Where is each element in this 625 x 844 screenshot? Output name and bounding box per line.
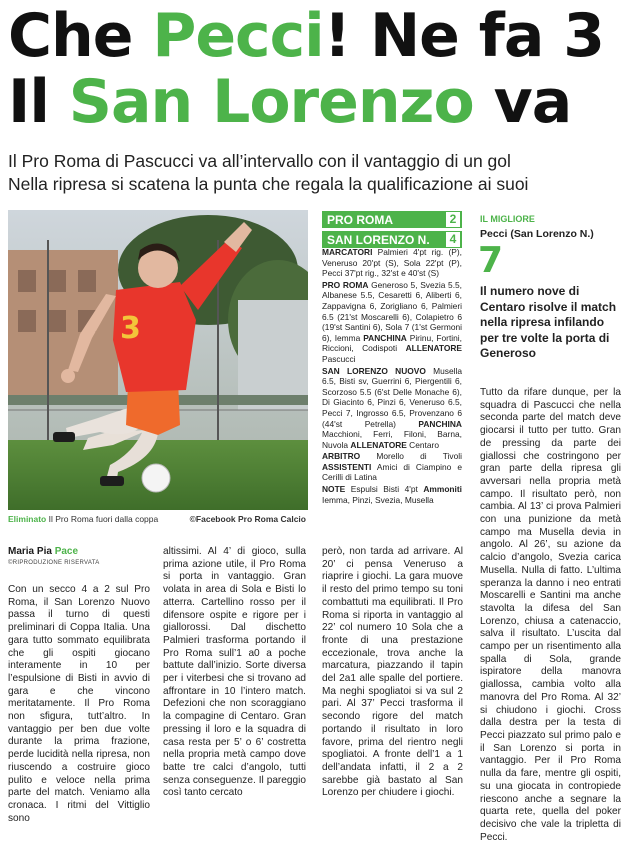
allenatore-label: ALLENATORE <box>350 439 407 450</box>
match-report <box>322 247 462 506</box>
author-last: Pace <box>54 546 79 557</box>
best-player-label: IL MIGLIORE <box>480 214 535 224</box>
home-team: PRO ROMA <box>327 213 393 227</box>
match-photo <box>8 210 308 510</box>
headline-part: Che <box>8 1 153 71</box>
allenatore-label: ALLENATORE <box>405 343 463 354</box>
pro-roma-label: PRO ROMA <box>322 279 369 290</box>
headline-highlight: Pecci <box>152 1 324 71</box>
ammoniti-text: Iemma, Pinzi, Svezia, Musella <box>322 494 434 505</box>
headline-part: Il <box>8 67 69 137</box>
best-player-name: Pecci (San Lorenzo N.) <box>480 228 594 240</box>
panchina-label: PANCHINA <box>363 332 407 343</box>
marcatori-text: Palmieri 4'pt rig. (P), Veneruso 20'pt (S), Sola 22'pt (P), Pecci 37'pt rig., 32'st e 40'st (S) <box>322 247 462 279</box>
assistenti-text: Amici di Ciampino e Cerilli di Latina <box>322 461 462 483</box>
rights-notice: ©RIPRODUZIONE RISERVATA <box>8 560 100 566</box>
caption-text: Il Pro Roma fuori dalla coppa <box>46 514 159 524</box>
home-score: 2 <box>446 212 460 227</box>
sln-label: SAN LORENZO NUOVO <box>322 365 426 376</box>
panchina-text: Macchioni, Ferri, Filoni, Barna, Nuvola <box>322 429 462 450</box>
note-label: NOTE <box>322 484 346 495</box>
arbitro-label: ARBITRO <box>322 451 361 462</box>
arbitro-text: Morello di Tivoli <box>360 451 462 462</box>
headline-line-2 <box>8 67 572 137</box>
best-player-description: Il numero nove di Centaro risolve il match nella ripresa infilando per tre volte la porta di Generoso <box>480 284 617 361</box>
article-column-4: Tutto da rifare dunque, per la squadra di Pascucci che nella seconda parte del match deve giocarsi il tutto per tutto. Gran de pressing da parte dei giallossi che costringono per gran parte della ripresa gli avversari nella propria metà campo. Il risultato però, non cambia. Al 13’ ci prova Palmieri con una punizione da metà campo ma Musella devia in angolo. Al 26’, su azione da calcio d’angolo, Svezia carica Musella. Nulla di fatto. L’ultima speranza la danno i neo entrati Moscarelli e Santini ma anche stavolta la difesa del San Lorenzo, chiusa a catenaccio, salva il risultato. L’uscita dal campo per un risentimento alla spalla di Sola, grande ispiratore della manovra giallossa, cambia volto alla manovra del Pro Roma. Al 32’ si chiudono i giochi. Cross dalla destra per la testa di Pecci piazzato sul primo palo e il San Lorenzo si porta in vantaggio. Per il Pro Roma nulla da fare, mentre gli ospiti, su una giocata in contropiede riescono anche a segnare la quarta rete, quella del poker decisivo che vale la tripletta di Pecci. <box>480 387 621 843</box>
article-column-1: Con un secco 4 a 2 sul Pro Roma, il San Lorenzo Nuovo passa il turno di questi preliminari di Coppa Italia. Una gara tutto sommato equilibrata che gli ospiti giocano interamente in 10 per l’espulsione di Bisti in avvio di gara e che vincono meritatamente. Il Pro Roma non sfigura, tutt’altro. In vantaggio per ben due volte durante la prima frazione, perde lucidità nella ripresa, non riuscendo a costruire gioco pulito e veloce nella prima parte del match. Veniamo alla cronaca. I ritmi del Vittiglio sono <box>8 584 150 824</box>
headline-highlight: San Lorenzo <box>68 67 474 137</box>
byline <box>8 546 78 557</box>
jersey-number: 3 <box>120 311 141 346</box>
away-team: SAN LORENZO N. <box>327 233 430 247</box>
score-away <box>322 231 462 248</box>
photo-caption <box>8 514 308 524</box>
pro-roma-text: Generoso 5, Svezia 5.5, Albanese 5.5, Cesaretti 6, Aliberti 6, Zappavigna 6, Zorigliano 6, Palmieri 6.5 (21'st Moscarelli 6), Colapietro 6 (19'st Santini 6), Sola 7 (1'st Germoni 6), Iemma <box>322 279 463 343</box>
note-text: Espulsi Bisti 4'pt <box>345 484 424 495</box>
panchina-text: Pirinu, Fortini, Riccioni, Codispoti <box>322 332 462 354</box>
allenatore-text: Centaro <box>406 439 439 450</box>
ammoniti-label: Ammoniti <box>423 484 462 495</box>
note <box>322 484 462 505</box>
marcatori-label: MARCATORI <box>322 247 373 257</box>
assistenti-label: ASSISTENTI <box>322 461 372 472</box>
headline-part: ! Ne fa 3 <box>323 1 604 71</box>
lineup-pro-roma <box>322 280 462 365</box>
subheadline-line-1: Il Pro Roma di Pascucci va all’intervallo con il vantaggio di un gol <box>8 151 511 171</box>
best-player-rating: 7 <box>478 240 504 281</box>
author-first: Maria Pia <box>8 546 55 557</box>
score-home <box>322 211 462 228</box>
article-column-3: però, non tarda ad arrivare. Al 20’ ci pensa Veneruso a riaprire i giochi. La gara muove il resto del primo tempo su toni combattuti ma equilibrati. Il Pro Roma si riporta in vantaggio al 22’ col numero 10 Sola che a fronte di una prestazione eccezionale, trova anche la marcatura, piazzando il tapin del 2a1 alle spalle del portiere. Ma neghi spogliatoi si va sul 2 pari. Al 37’ Pecci trasforma il secondo rigore del match portando il risultato in loro favore, prima del rientro negli spogliatoi. A fronte dell’1 a 1 dell’andata infatti, il 2 a 2 sarebbe già bastato al San Lorenzo per chiudere i giochi. <box>322 546 463 799</box>
article-column-2: altissimi. Al 4’ di gioco, sulla prima azione utile, il Pro Roma si porta in vantaggio. Gran volata in area di Sola e Bisti lo atterra. Cartellino rosso per il difensore ospite e rigore per i giallorossi. Dal dischetto Palmieri trasforma portando il Pro Roma sull’1 a0 a poche battute dall’inizio. Sorte diversa per i viterbesi che si trovano ad affrontare in 10 l’intero match. Defezioni che non scoraggiano la compagine di Centaro. Gran pressing il loro e la squadra di casa resta per 5’ o 6’ costretta nella propria metà campo dove batte tre calci d’angolo, tutti senza conseguenze. Il pareggio così tanto cercato <box>163 546 306 799</box>
caption-label: Eliminato <box>8 514 47 524</box>
photo-credit: ©Facebook Pro Roma Calcio <box>189 514 306 524</box>
panchina-label: PANCHINA <box>418 418 462 429</box>
subheadline-line-2: Nella ripresa si scatena la punta che regala la qualificazione ai suoi <box>8 174 529 194</box>
allenatore-text: Pascucci <box>322 353 356 364</box>
marcatori <box>322 247 462 279</box>
away-score: 4 <box>446 232 460 247</box>
headline-line-1 <box>8 1 604 71</box>
arbitro <box>322 451 462 483</box>
sln-text: Musella 6.5, Bisti sv, Guerrini 6, Piergentili 6, Scorzoso 5.5 (6'st Delle Monache 6), Di Giacinto 6, Pinzi 6, Veneruso 6.5, Pecci 7, Ingrosso 6.5, Provenzano 6 (44'st Petrella) <box>322 365 462 429</box>
lineup-san-lorenzo <box>322 366 462 451</box>
headline-part: va <box>473 67 572 137</box>
player-illustration <box>8 210 308 510</box>
